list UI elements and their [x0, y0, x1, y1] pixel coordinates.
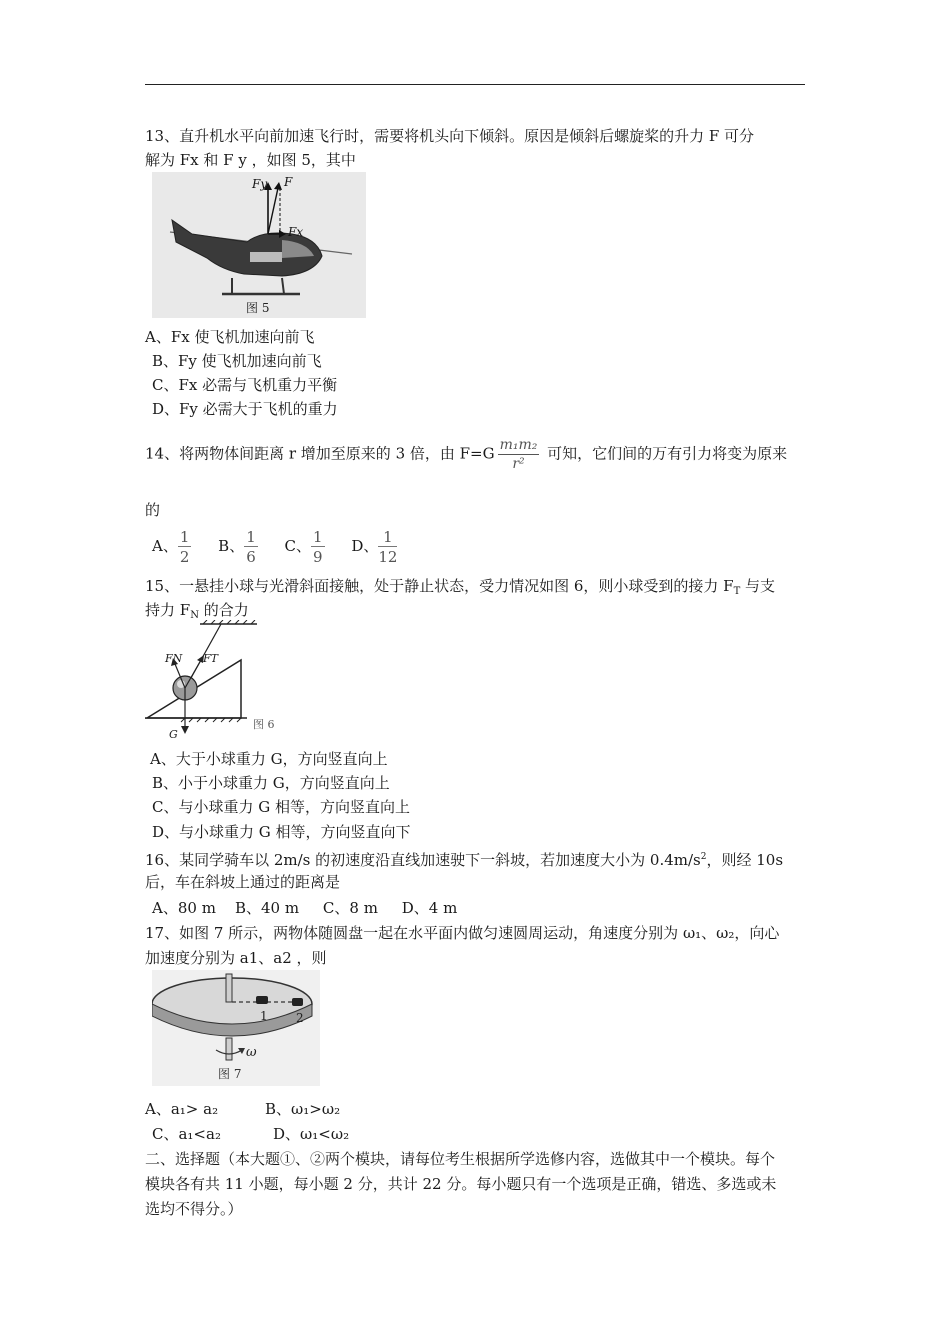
q13-option-b: B、Fy 使飞机加速向前飞 — [152, 352, 322, 370]
q15-option-a: A、大于小球重力 G，方向竖直向上 — [150, 750, 388, 768]
q14-stem-pre: 14、将两物体间距离 r 增加至原来的 3 倍，由 F=G — [145, 444, 495, 463]
q16-stem-line2: 后，车在斜坡上通过的距离是 — [145, 873, 341, 891]
label-fx: Fx — [288, 225, 304, 239]
q14-option-c-den: 9 — [313, 547, 323, 566]
section2-line3: 选均不得分。） — [145, 1200, 243, 1218]
label-f: F — [284, 175, 293, 189]
q17-stem-line2: 加速度分别为 a1、a2 ，则 — [145, 949, 327, 967]
q16-options: A、80 m B、40 m C、8 m D、4 m — [152, 899, 458, 917]
q13-option-a: A、Fx 使飞机加速向前飞 — [145, 328, 315, 346]
q14-option-a-den: 2 — [179, 547, 190, 566]
axle-bottom — [226, 1038, 232, 1060]
label-omega: ω — [246, 1045, 257, 1060]
object-2 — [292, 998, 303, 1006]
q14-stem-post: 可知，它们间的万有引力将变为原来 — [542, 444, 788, 463]
label-fy: Fy — [252, 177, 268, 191]
section2-line2: 模块各有共 11 小题，每小题 2 分，共计 22 分。每小题只有一个选项是正确，错选、多选或未 — [145, 1175, 777, 1193]
q14-option-d-num: 1 — [383, 527, 393, 546]
q14-stem-end: 的 — [145, 501, 161, 519]
q15-stem-line1-pre: 15、一悬挂小球与光滑斜面接触，处于静止状态，受力情况如图 6，则小球受到的接力 F — [145, 577, 734, 595]
formula-numerator: m₁m₂ — [499, 437, 538, 453]
q14-option-d-fraction — [378, 528, 397, 567]
q17-option-c: C、a₁<a₂ — [152, 1125, 221, 1143]
q15-option-c: C、与小球重力 G 相等，方向竖直向上 — [152, 798, 410, 816]
formula-denominator: r² — [498, 454, 540, 473]
label-object-2: 2 — [296, 1011, 304, 1025]
label-fn: FN — [165, 652, 183, 665]
figure-7-caption: 图 7 — [218, 1067, 242, 1081]
gravity-formula-fraction — [498, 436, 540, 473]
label-object-1: 1 — [260, 1009, 268, 1023]
q14-stem — [145, 436, 807, 473]
q16-stem-line1-post: ，则经 10s — [706, 851, 784, 869]
q17-stem-line1: 17、如图 7 所示，两物体随圆盘一起在水平面内做匀速圆周运动，角速度分别为 ω₁、ω₂，向心 — [145, 924, 780, 942]
helicopter-stripe — [250, 252, 282, 262]
section2-line1: 二、选择题（本大题①、②两个模块，请每位考生根据所学选修内容，选做其中一个模块。每个 — [145, 1150, 776, 1168]
q15-stem-line2-post: 的合力 — [198, 601, 249, 619]
q14-option-b-label: B、 — [218, 537, 245, 555]
q14-option-b-fraction — [244, 528, 258, 567]
figure-5-caption: 图 5 — [246, 301, 270, 315]
q14-option-c-num: 1 — [313, 527, 323, 546]
object-1 — [256, 996, 268, 1004]
q14-option-c-fraction — [311, 528, 325, 567]
q15-stem-line1-post: 与支 — [740, 577, 776, 595]
q17-option-d: D、ω₁<ω₂ — [273, 1125, 350, 1143]
q17-option-a: A、a₁> a₂ — [145, 1100, 219, 1118]
figure-6-incline — [145, 620, 275, 740]
q16-stem-line1-pre: 16、某同学骑车以 2m/s 的初速度沿直线加速驶下一斜坡，若加速度大小为 0.4m/s — [145, 851, 701, 869]
q15-sub-t: T — [733, 586, 741, 597]
q13-stem-line2: 解为 Fx 和 F y ，如图 5，其中 — [145, 151, 356, 169]
label-g: G — [169, 728, 178, 740]
axle-top — [226, 974, 232, 1002]
q14-options — [152, 526, 397, 567]
header-rule — [145, 84, 805, 85]
q13-option-c: C、Fx 必需与飞机重力平衡 — [152, 376, 338, 394]
q13-stem-line1: 13、直升机水平向前加速飞行时，需要将机头向下倾斜。原因是倾斜后螺旋桨的升力 F 可分 — [145, 127, 755, 145]
q14-option-b-den: 6 — [246, 547, 256, 566]
label-ft: FT — [203, 652, 218, 665]
q16-stem-line1 — [145, 845, 807, 872]
q16-sup-2: 2 — [700, 852, 707, 862]
q13-option-d: D、Fy 必需大于飞机的重力 — [152, 400, 338, 418]
q14-option-d-den: 12 — [378, 547, 398, 566]
q14-option-c-label: C、 — [284, 537, 312, 555]
figure-7-disc — [152, 970, 320, 1086]
figure-6-caption: 图 6 — [253, 718, 275, 731]
q15-sub-n: N — [190, 610, 199, 621]
q17-option-b: B、ω₁>ω₂ — [265, 1100, 341, 1118]
q14-option-a-label: A、 — [152, 537, 178, 555]
q14-option-d-label: D、 — [351, 537, 379, 555]
q15-stem-line2-pre: 持力 F — [145, 601, 191, 619]
q14-option-a-num: 1 — [179, 527, 190, 546]
q15-option-d: D、与小球重力 G 相等，方向竖直向下 — [152, 823, 411, 841]
q14-option-b-num: 1 — [246, 527, 256, 546]
q15-option-b: B、小于小球重力 G，方向竖直向上 — [152, 774, 390, 792]
q14-option-a-fraction — [178, 528, 192, 567]
figure-5-helicopter — [152, 172, 366, 318]
